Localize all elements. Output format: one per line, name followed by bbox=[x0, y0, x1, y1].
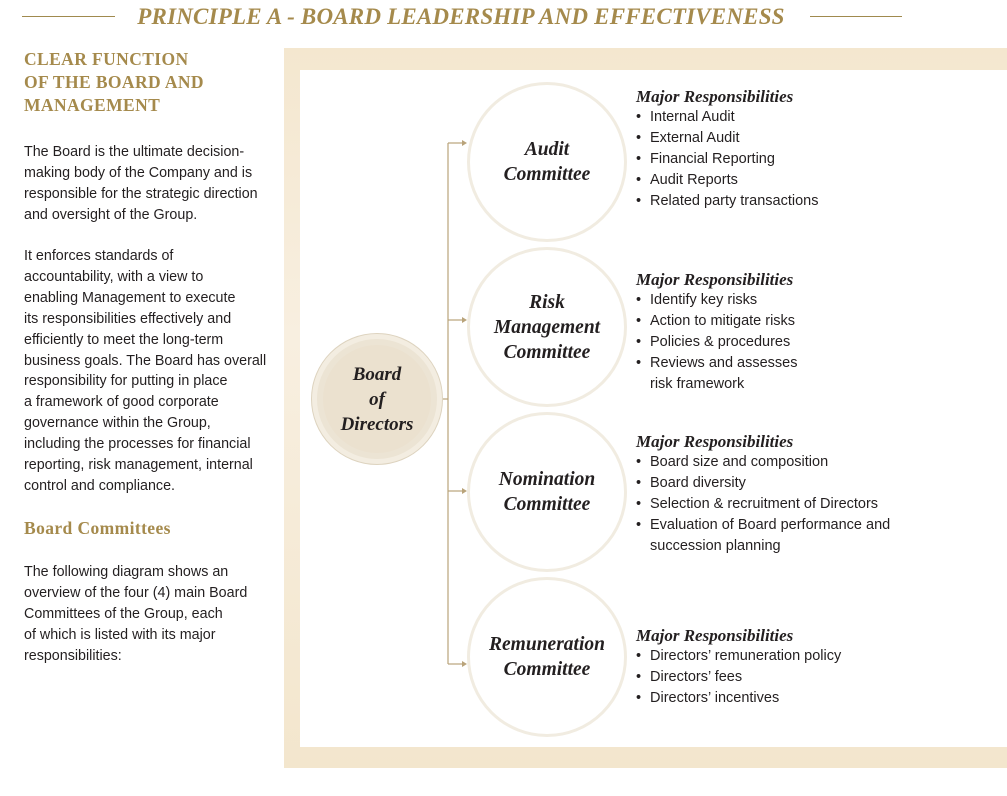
paragraph-line: It enforces standards of bbox=[24, 248, 174, 264]
paragraph-line: reporting, risk management, internal bbox=[24, 457, 253, 474]
committee-name-line: Committee bbox=[503, 659, 591, 680]
list-item bbox=[636, 515, 890, 557]
responsibilities-title: Major Responsibilities bbox=[636, 432, 794, 451]
responsibilities-list bbox=[636, 107, 818, 212]
list-item-text: Identify key risks bbox=[650, 292, 758, 308]
committee-name-line: Audit bbox=[524, 139, 570, 160]
nomination-committee-node bbox=[467, 412, 627, 572]
risk-management-committee-node bbox=[467, 247, 627, 407]
list-item-text: Directors’ incentives bbox=[650, 689, 780, 706]
paragraph-line: The following diagram shows an bbox=[24, 564, 229, 580]
list-item bbox=[636, 149, 818, 170]
list-item bbox=[636, 332, 798, 353]
responsibilities-title: Major Responsibilities bbox=[636, 87, 794, 106]
list-item bbox=[636, 667, 841, 688]
audit-committee-node bbox=[467, 82, 627, 242]
paragraph-line: responsible for the strategic direction bbox=[24, 185, 258, 202]
heading-line: OF THE BOARD AND bbox=[24, 72, 204, 92]
responsibilities-list bbox=[636, 452, 890, 557]
list-item-text: Directors’ fees bbox=[650, 668, 743, 685]
paragraph-line: The Board is the ultimate decision- bbox=[24, 144, 245, 160]
paragraph-line: overview of the four (4) main Board bbox=[24, 584, 248, 601]
board-label-line: Board bbox=[352, 363, 402, 385]
list-item bbox=[636, 494, 890, 515]
list-item-text: Policies & procedures bbox=[650, 333, 791, 350]
heading-line: MANAGEMENT bbox=[24, 95, 161, 115]
arrow-head-icon bbox=[462, 140, 467, 146]
committee-name-line: Remuneration bbox=[489, 634, 605, 655]
audit-responsibilities bbox=[636, 86, 818, 212]
board-committees-heading: Board Committees bbox=[24, 518, 171, 538]
paragraph-line: of which is listed with its major bbox=[24, 626, 216, 643]
list-item bbox=[636, 311, 798, 332]
paragraph-line: a framework of good corporate bbox=[24, 394, 219, 411]
paragraph-line: including the processes for financial bbox=[24, 436, 251, 453]
list-item-text: Selection & recruitment of Directors bbox=[650, 495, 879, 512]
heading-line: CLEAR FUNCTION bbox=[24, 49, 189, 69]
list-item-text: risk framework bbox=[650, 375, 745, 392]
committee-name-line: Management bbox=[493, 316, 601, 338]
list-item bbox=[636, 646, 841, 667]
paragraph-line: enabling Management to execute bbox=[24, 289, 236, 306]
paragraph-line: control and compliance. bbox=[24, 477, 175, 494]
list-item-text: Related party transactions bbox=[650, 192, 819, 209]
paragraph-line: accountability, with a view to bbox=[24, 268, 204, 285]
list-item-text: Board size and composition bbox=[650, 454, 829, 470]
list-item-text: Internal Audit bbox=[650, 109, 735, 125]
committee-name-line: Committee bbox=[503, 341, 591, 363]
list-item-text: succession planning bbox=[650, 537, 781, 554]
committee-name-line: Nomination bbox=[498, 469, 596, 490]
paragraph-line: Committees of the Group, each bbox=[24, 605, 223, 622]
list-item bbox=[636, 353, 798, 395]
list-item-text: Directors’ remuneration policy bbox=[650, 648, 842, 664]
list-item-text: Financial Reporting bbox=[650, 150, 775, 167]
list-item bbox=[636, 170, 818, 191]
paragraph-line: efficiently to meet the long-term bbox=[24, 331, 224, 348]
paragraph-line: business goals. The Board has overall bbox=[24, 352, 267, 369]
responsibilities-title: Major Responsibilities bbox=[636, 270, 794, 289]
list-item-text: Action to mitigate risks bbox=[650, 312, 796, 329]
paragraph-line: its responsibilities effectively and bbox=[24, 310, 232, 327]
committee-name-line: Committee bbox=[503, 164, 591, 185]
responsibilities-title: Major Responsibilities bbox=[636, 626, 794, 645]
remuneration-committee-node bbox=[467, 577, 627, 737]
nomination-responsibilities bbox=[636, 431, 890, 557]
list-item bbox=[636, 452, 890, 473]
list-item-text: • Reviews and assesses bbox=[650, 354, 798, 371]
page-title: PRINCIPLE A - BOARD LEADERSHIP AND EFFECTIVENESS bbox=[137, 4, 785, 29]
board-label-line: of bbox=[369, 388, 385, 410]
list-item-text: Board diversity bbox=[650, 474, 746, 491]
paragraph-line: governance within the Group, bbox=[24, 415, 211, 432]
list-item bbox=[636, 191, 818, 212]
list-item-text: External Audit bbox=[650, 129, 740, 146]
board-label-line: Directors bbox=[340, 413, 414, 435]
list-item bbox=[636, 128, 818, 149]
paragraph-line: making body of the Company and is bbox=[24, 164, 253, 181]
list-item bbox=[636, 688, 841, 709]
board-of-directors-label bbox=[323, 345, 431, 453]
board-of-directors-node bbox=[312, 334, 442, 464]
risk-responsibilities bbox=[636, 269, 798, 395]
list-item-text: Audit Reports bbox=[650, 171, 738, 188]
paragraph-line: and oversight of the Group. bbox=[24, 206, 198, 223]
committee-name-line: Risk bbox=[529, 291, 565, 313]
list-item-text: • Evaluation of Board performance and bbox=[650, 516, 891, 533]
paragraph-line: responsibility for putting in place bbox=[24, 373, 228, 390]
responsibilities-list bbox=[636, 646, 841, 709]
list-item bbox=[636, 290, 798, 311]
remuneration-responsibilities bbox=[636, 625, 841, 709]
responsibilities-list bbox=[636, 290, 798, 395]
list-item bbox=[636, 473, 890, 494]
list-item bbox=[636, 107, 818, 128]
committee-name-line: Committee bbox=[503, 494, 591, 515]
paragraph-line: responsibilities: bbox=[24, 647, 122, 664]
